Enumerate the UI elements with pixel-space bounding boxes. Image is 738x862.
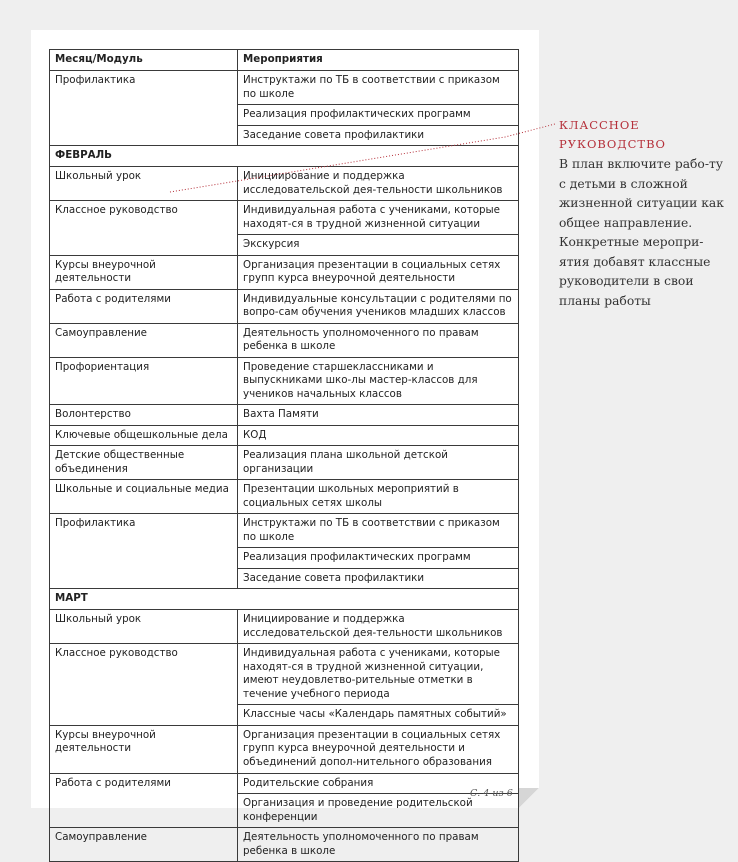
header-activities: Мероприятия bbox=[238, 50, 519, 71]
module-cell: Школьные и социальные медиа bbox=[50, 480, 238, 514]
table-row bbox=[50, 514, 519, 548]
module-cell: Классное руководство bbox=[50, 644, 238, 726]
header-module: Месяц/Модуль bbox=[50, 50, 238, 71]
module-cell: Детские общественные объединения bbox=[50, 446, 238, 480]
table-row bbox=[50, 357, 519, 405]
month-row-february bbox=[50, 146, 519, 167]
table-row bbox=[50, 446, 519, 480]
activity-cell: Индивидуальная работа с учениками, которые находят-ся в трудной жизненной ситуации bbox=[238, 201, 519, 235]
activity-cell: Реализация плана школьной детской организации bbox=[238, 446, 519, 480]
module-cell: Курсы внеурочной деятельности bbox=[50, 725, 238, 773]
activity-cell: Заседание совета профилактики bbox=[238, 568, 519, 589]
activity-cell: Инструктажи по ТБ в соответствии с приказом по школе bbox=[238, 514, 519, 548]
page-number: С. 4 из 6 bbox=[470, 788, 513, 799]
activity-cell: Организация презентации в социальных сетях групп курса внеурочной деятельности и объединений допол-нительного образования bbox=[238, 725, 519, 773]
activity-cell: Экскурсия bbox=[238, 235, 519, 256]
activity-cell: Организация и проведение родительской конференции bbox=[238, 794, 519, 828]
module-cell: Профилактика bbox=[50, 71, 238, 146]
activity-cell: Индивидуальные консультации с родителями по вопро-сам обучения учеников младших классов bbox=[238, 289, 519, 323]
activity-cell: Инструктажи по ТБ в соответствии с приказом по школе bbox=[238, 71, 519, 105]
table-row bbox=[50, 725, 519, 773]
activity-cell: Инициирование и поддержка исследовательской дея-тельности школьников bbox=[238, 610, 519, 644]
table-row bbox=[50, 405, 519, 426]
activity-cell: Инициирование и поддержка исследовательской дея-тельности школьников bbox=[238, 167, 519, 201]
module-cell: Школьный урок bbox=[50, 610, 238, 644]
activity-cell: КОД bbox=[238, 425, 519, 446]
table-row bbox=[50, 425, 519, 446]
module-cell-class-guidance: Классное руководство bbox=[50, 201, 238, 256]
activity-cell: Индивидуальная работа с учениками, которые находят-ся в трудной жизненной ситуации, имеют неудовлетво-рительные отметки в течение учебного периода bbox=[238, 644, 519, 705]
activity-cell: Организация презентации в социальных сетях групп курса внеурочной деятельности bbox=[238, 255, 519, 289]
activity-cell: Деятельность уполномоченного по правам ребенка в школе bbox=[238, 828, 519, 862]
table-row bbox=[50, 323, 519, 357]
activity-cell: Реализация профилактических программ bbox=[238, 105, 519, 126]
table-row bbox=[50, 167, 519, 201]
sidenote-body: В план включите рабо-ту с детьми в сложной жизненной ситуации как общее направление. Конкретные меропри-ятия добавят классные руководители в свои планы работы bbox=[559, 157, 724, 308]
month-heading: МАРТ bbox=[50, 589, 519, 610]
activity-cell: Классные часы «Календарь памятных событий» bbox=[238, 705, 519, 726]
module-cell: Самоуправление bbox=[50, 323, 238, 357]
activity-cell: Презентации школьных мероприятий в социальных сетях школы bbox=[238, 480, 519, 514]
table-row bbox=[50, 255, 519, 289]
month-heading: ФЕВРАЛЬ bbox=[50, 146, 519, 167]
activity-cell: Проведение старшеклассниками и выпускниками шко-лы мастер-классов для учеников начальных классов bbox=[238, 357, 519, 405]
activity-cell: Деятельность уполномоченного по правам ребенка в школе bbox=[238, 323, 519, 357]
table-header-row bbox=[50, 50, 519, 71]
module-cell: Профориентация bbox=[50, 357, 238, 405]
table-row bbox=[50, 610, 519, 644]
sidenote-title: КЛАССНОЕ РУКОВОДСТВО bbox=[559, 118, 666, 151]
module-cell: Ключевые общешкольные дела bbox=[50, 425, 238, 446]
module-cell: Волонтерство bbox=[50, 405, 238, 426]
module-cell: Работа с родителями bbox=[50, 773, 238, 828]
month-row-march bbox=[50, 589, 519, 610]
activity-cell: Реализация профилактических программ bbox=[238, 548, 519, 569]
table-row bbox=[50, 773, 519, 794]
table-row bbox=[50, 289, 519, 323]
table-row bbox=[50, 644, 519, 705]
module-cell: Работа с родителями bbox=[50, 289, 238, 323]
module-cell: Самоуправление bbox=[50, 828, 238, 862]
activity-cell: Заседание совета профилактики bbox=[238, 125, 519, 146]
page-fold-corner bbox=[519, 788, 539, 808]
table-row bbox=[50, 828, 519, 862]
event-plan-table bbox=[49, 49, 519, 862]
module-cell: Курсы внеурочной деятельности bbox=[50, 255, 238, 289]
table-row bbox=[50, 201, 519, 235]
table-row bbox=[50, 480, 519, 514]
activity-cell: Вахта Памяти bbox=[238, 405, 519, 426]
activity-cell: Родительские собрания bbox=[238, 773, 519, 794]
table-row bbox=[50, 71, 519, 105]
module-cell: Профилактика bbox=[50, 514, 238, 589]
module-cell: Школьный урок bbox=[50, 167, 238, 201]
